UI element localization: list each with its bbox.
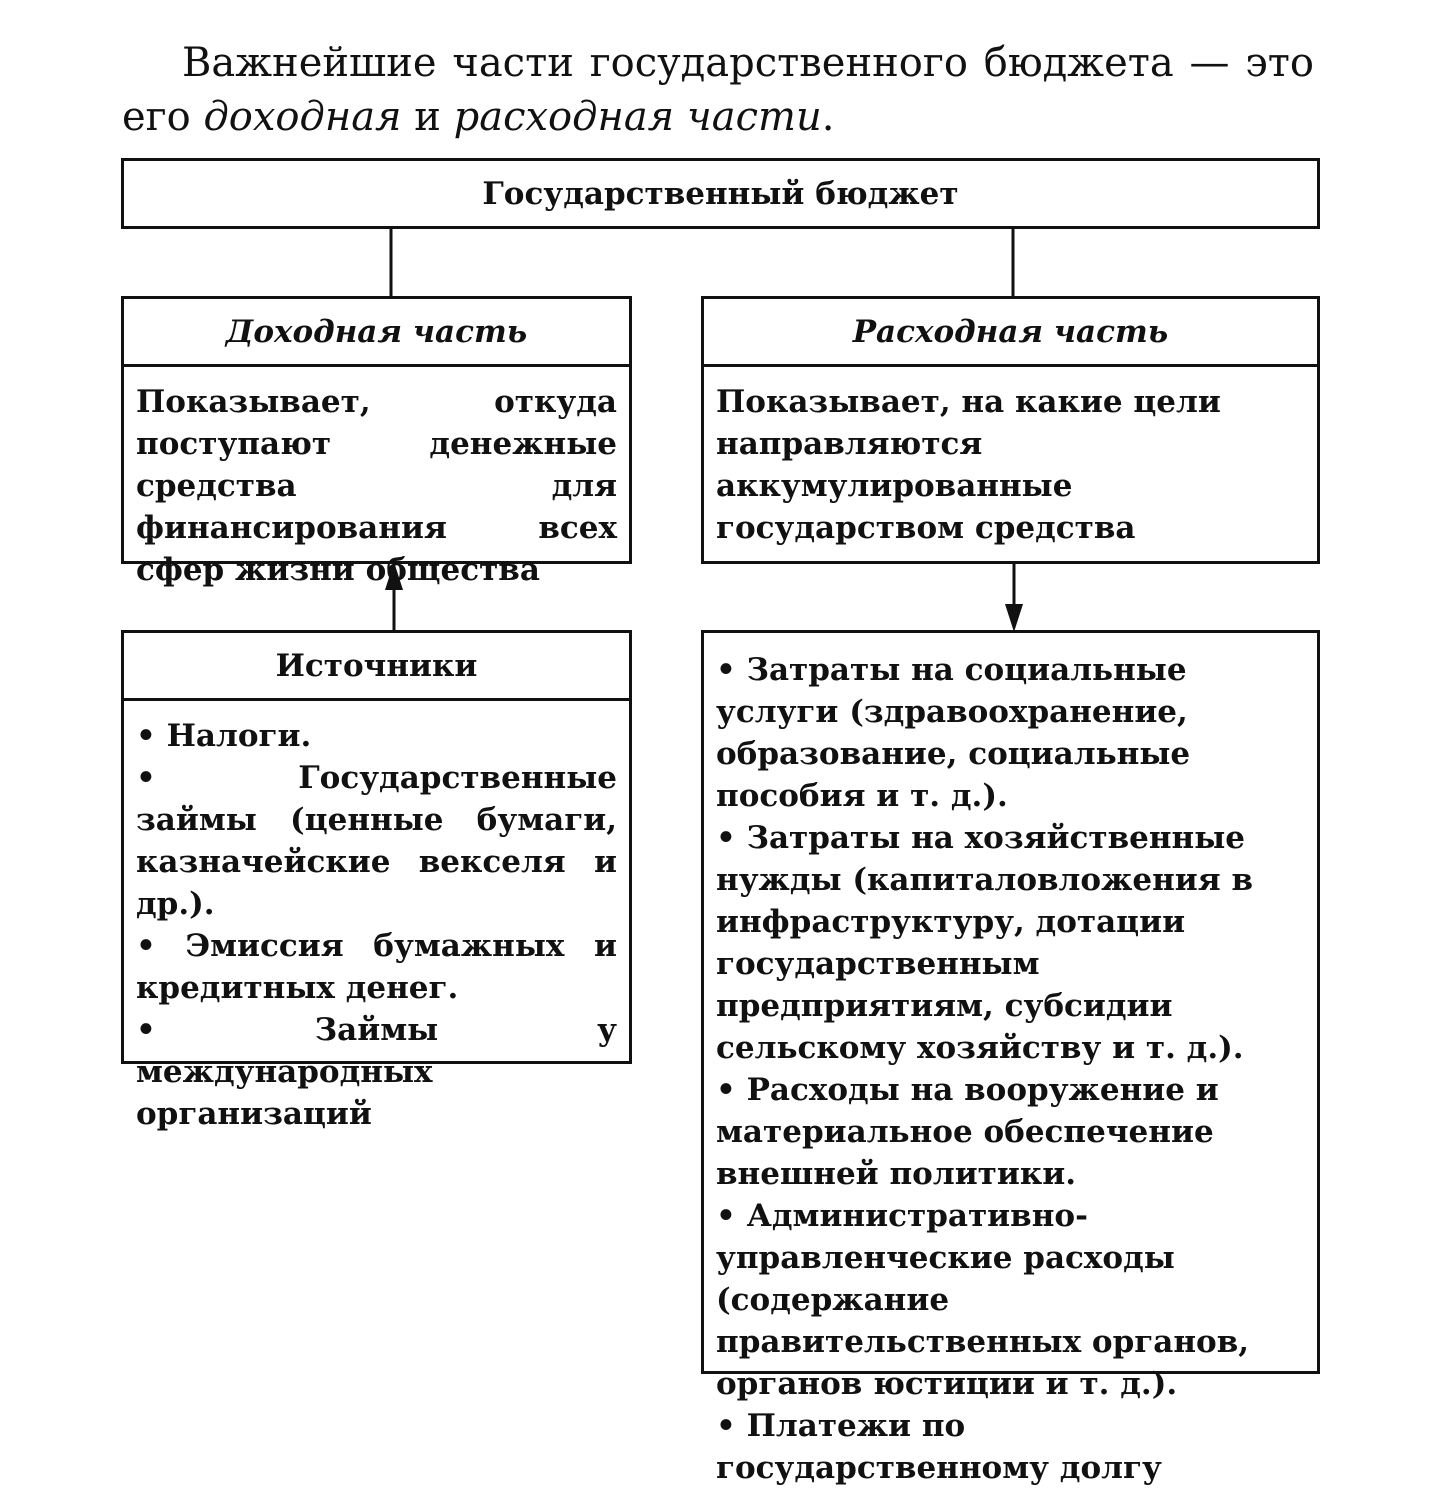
list-item: • Государственные займы (ценные бумаги, казначейские векселя и др.). xyxy=(136,757,617,925)
sources-list xyxy=(124,701,629,1135)
intro-emphasis-income: доходная xyxy=(203,94,402,140)
intro-text-1: Важнейшие части государственного бюджета — это его xyxy=(122,40,1314,140)
expense-description: Показывает, на какие цели направляются аккумулированные государством средства xyxy=(716,384,1221,546)
intro-text-3: . xyxy=(821,94,835,140)
list-item: • Расходы на вооружение и материальное обеспечение внешней политики. xyxy=(716,1069,1305,1195)
list-item: • Эмиссия бумажных и кредитных денег. xyxy=(136,925,617,1009)
intro-text-2: и xyxy=(401,94,454,140)
expenditures-list xyxy=(704,633,1317,1489)
expense-title: Расходная часть xyxy=(704,299,1317,367)
list-item: • Налоги. xyxy=(136,715,617,757)
income-title: Доходная часть xyxy=(124,299,629,367)
sources-box xyxy=(121,630,632,1132)
income-box xyxy=(121,296,632,588)
root-title: Государственный бюджет xyxy=(482,175,959,212)
root-box xyxy=(121,158,1320,229)
list-item: • Затраты на хозяйственные нужды (капиталовложения в инфраструктуру, дотации государственным предприятиям, субсидии сельскому хозяйству и т. д.). xyxy=(716,817,1305,1069)
expense-box xyxy=(701,296,1320,564)
arrowhead-down-icon xyxy=(1005,604,1023,632)
list-item: • Займы у международных организаций xyxy=(136,1009,617,1135)
income-description: Показывает, откуда поступают денежные средства для финансирования всех сфер жизни общества xyxy=(136,384,617,588)
list-item: • Административно-управленческие расходы (содержание правительственных органов, органов юстиции и т. д.). xyxy=(716,1195,1305,1405)
list-item: • Платежи по государственному долгу xyxy=(716,1405,1305,1489)
sources-title: Источники xyxy=(124,633,629,701)
list-item: • Затраты на социальные услуги (здравоохранение, образование, социальные пособия и т. д.). xyxy=(716,649,1305,817)
expenditures-box xyxy=(701,630,1320,1486)
intro-emphasis-expense: расходная части xyxy=(453,94,822,140)
